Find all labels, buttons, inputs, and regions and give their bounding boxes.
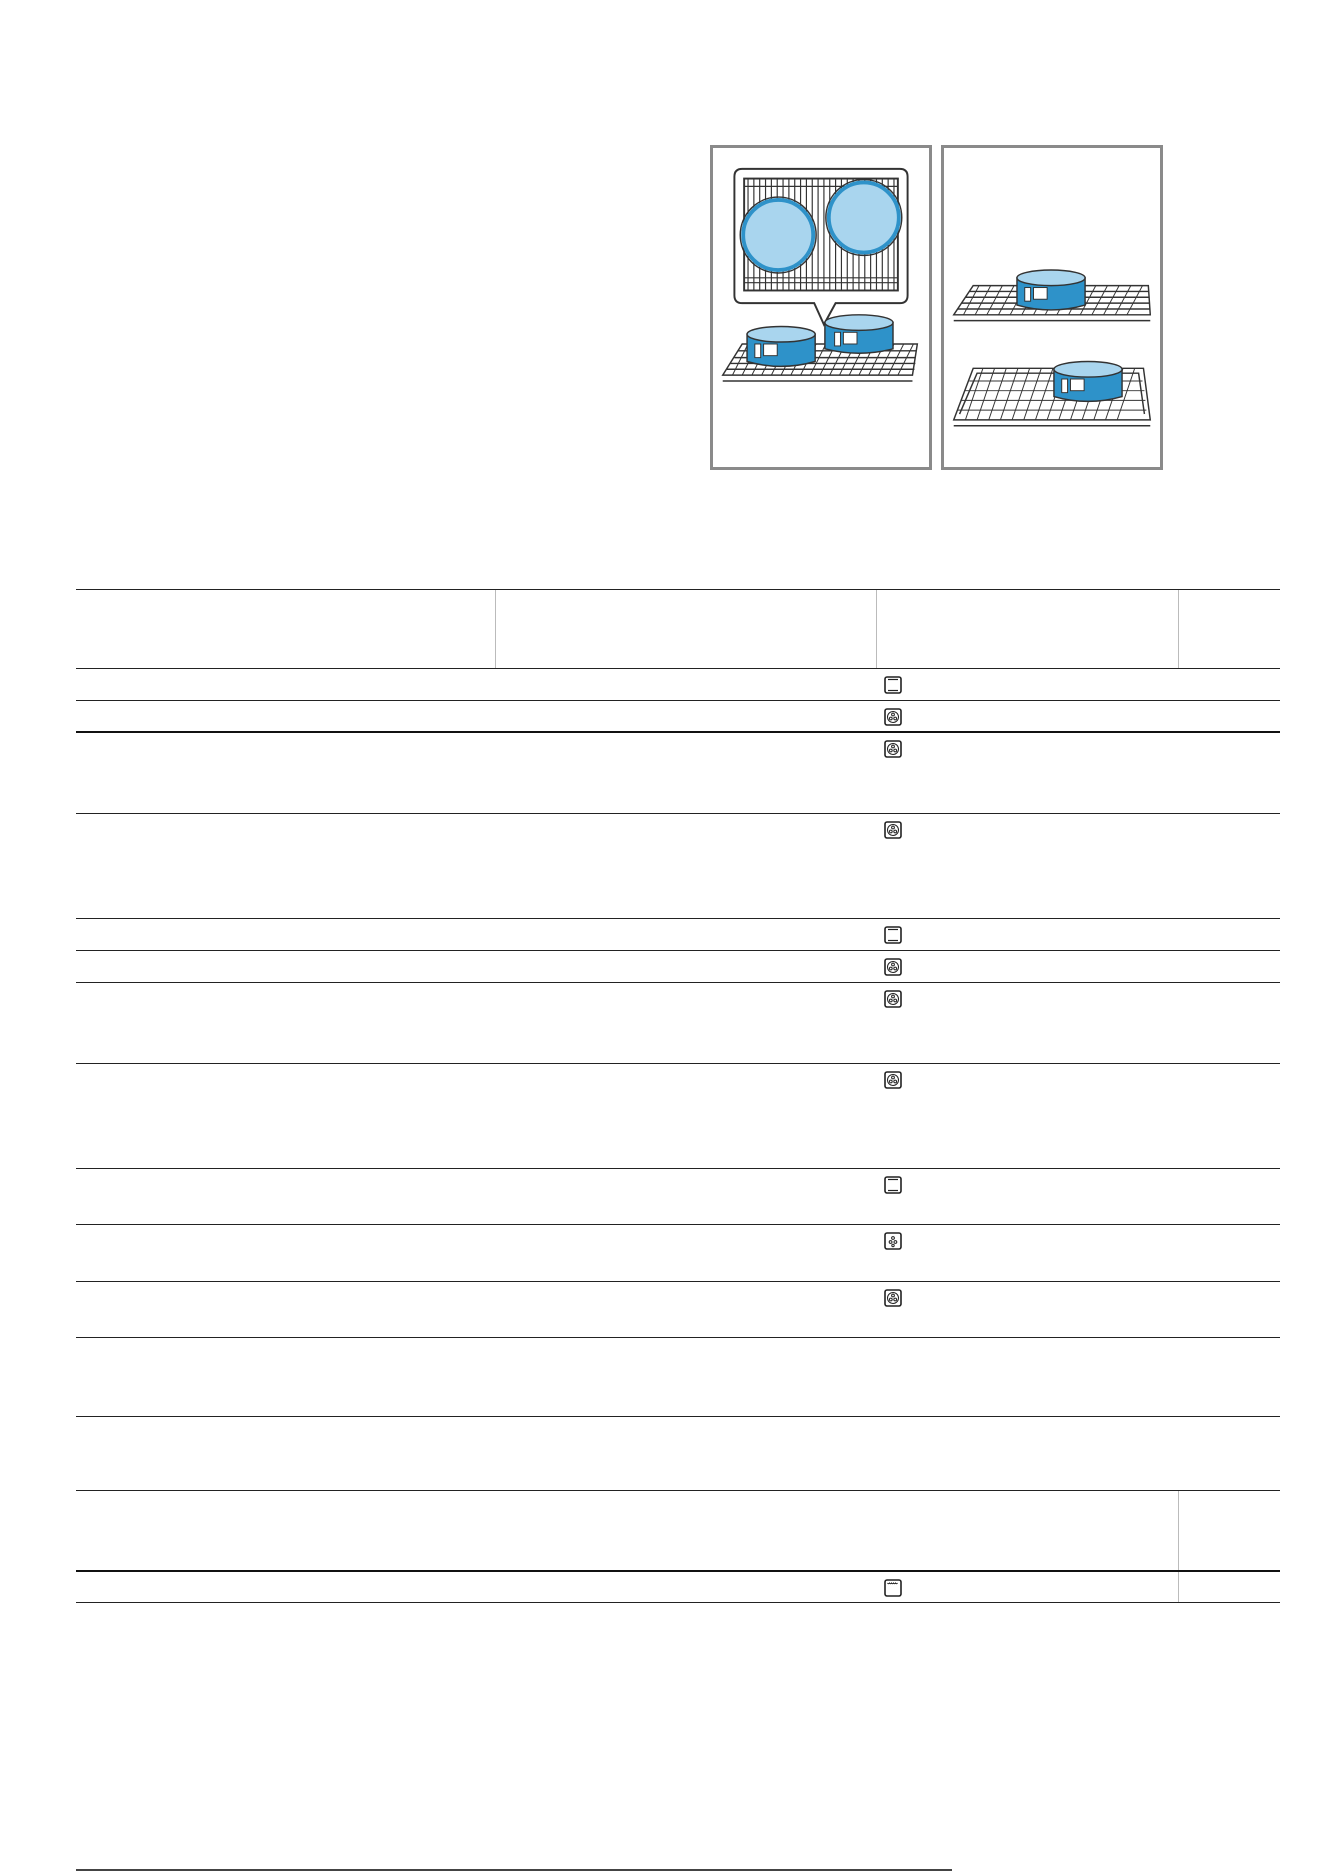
full-surface-grill-icon [883, 1578, 903, 1598]
table-row [76, 1572, 1280, 1603]
top-bottom-heating-icon [883, 675, 903, 695]
top-bottom-heating-icon [883, 1175, 903, 1195]
table-row [76, 1338, 1280, 1417]
table-header-row [76, 589, 1280, 669]
column-divider [876, 590, 877, 668]
table-row [76, 919, 1280, 951]
table-row [76, 1282, 1280, 1338]
table-row [76, 983, 1280, 1064]
illustration-two-tins-one-rack [710, 145, 932, 470]
hot-air-icon [883, 989, 903, 1009]
illustration-tins-two-racks [941, 145, 1163, 470]
cooking-settings-table [76, 589, 1280, 1603]
table-row [76, 1417, 1280, 1491]
column-divider [1178, 590, 1179, 668]
column-divider [1178, 1491, 1179, 1570]
top-bottom-heating-icon [883, 925, 903, 945]
table-row [76, 1225, 1280, 1282]
table-row [76, 951, 1280, 983]
column-divider [1178, 1572, 1179, 1602]
page-footer-rule [76, 1869, 952, 1871]
column-divider [495, 590, 496, 668]
hot-air-icon [883, 1288, 903, 1308]
table-row [76, 701, 1280, 733]
hot-air-icon [883, 957, 903, 977]
hot-air-icon [883, 739, 903, 759]
tins-on-rack-drawing [713, 148, 929, 467]
table-row [76, 1169, 1280, 1225]
table-row [76, 733, 1280, 814]
table-row [76, 669, 1280, 701]
hot-air-icon [883, 1070, 903, 1090]
hot-air-eco-icon [883, 1231, 903, 1251]
hot-air-icon [883, 820, 903, 840]
table-row [76, 814, 1280, 919]
tins-on-two-racks-drawing [944, 148, 1160, 467]
hot-air-icon [883, 707, 903, 727]
table-row [76, 1491, 1280, 1572]
table-row [76, 1064, 1280, 1169]
